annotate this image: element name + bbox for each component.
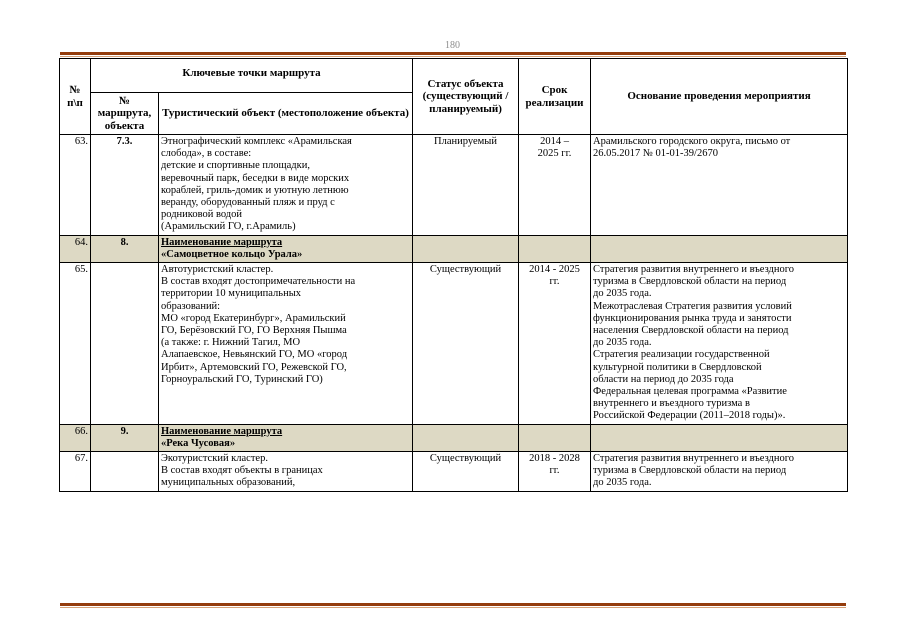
route-number: 9. [91, 424, 159, 451]
table-row [60, 452, 848, 492]
object-cell-line: В состав входят достопримечательности на [161, 276, 356, 288]
top-divider [60, 52, 846, 57]
basis-cell [591, 452, 848, 492]
object-cell-line: кораблей, гриль-домик и уютную летнюю [161, 184, 349, 196]
row-number: 63. [60, 135, 91, 236]
basis-cell-line: Стратегия развития внутреннего и въездного [593, 264, 795, 276]
object-cell-line: родниковой водой [161, 209, 243, 221]
object-cell-line: Автотуристский кластер. [161, 264, 274, 276]
basis-cell [591, 263, 848, 425]
row-number: 65. [60, 263, 91, 425]
term-cell-line: 2014 - 2025 [529, 264, 580, 276]
route-name-label: Наименование маршрута [161, 425, 283, 437]
object-cell-line: муниципальных образований, [161, 477, 296, 489]
object-cell-line: В состав входят объекты в границах [161, 465, 323, 477]
basis-cell-line: области на период до 2035 года [593, 373, 734, 385]
object-cell-line: детские и спортивные площадки, [161, 160, 310, 172]
status-cell: Существующий [413, 452, 519, 492]
basis-cell-line: Российской Федерации (2011–2018 годы)». [593, 410, 786, 422]
term-cell [519, 135, 591, 236]
route-number: 8. [91, 235, 159, 262]
basis-cell-line: до 2035 года. [593, 337, 652, 349]
object-cell-line: слобода», в составе: [161, 148, 252, 160]
term-cell [519, 235, 591, 262]
term-cell-line: гг. [549, 465, 560, 477]
route-number: 7.3. [91, 135, 159, 236]
header-num: № п\п [60, 59, 91, 135]
header-route-no: № маршрута, объекта [91, 93, 159, 135]
status-cell [413, 235, 519, 262]
row-number: 64. [60, 235, 91, 262]
route-name-label: Наименование маршрута [161, 236, 283, 248]
route-name: «Река Чусовая» [161, 437, 236, 449]
bottom-divider [60, 603, 846, 608]
basis-cell [591, 135, 848, 236]
table-row [60, 424, 848, 451]
status-cell: Существующий [413, 263, 519, 425]
basis-cell-line: функционирования рынка труда и занятости [593, 312, 792, 324]
basis-cell-line: до 2035 года. [593, 288, 652, 300]
object-cell-line: (а также: г. Нижний Тагил, МО [161, 337, 301, 349]
object-cell [159, 263, 413, 425]
term-cell-line: 2025 гг. [537, 148, 572, 160]
object-cell [159, 135, 413, 236]
route-number [91, 452, 159, 492]
basis-cell-line: Межотраслевая Стратегия развития условий [593, 300, 792, 312]
basis-cell-line: туризма в Свердловской области на период [593, 276, 787, 288]
basis-cell-line: 26.05.2017 № 01-01-39/2670 [593, 148, 718, 160]
basis-cell-line: культурной политики в Свердловской [593, 361, 762, 373]
basis-cell-line: населения Свердловской области на период [593, 325, 789, 337]
object-cell-line: Алапаевское, Невьянский ГО, МО «город [161, 349, 348, 361]
route-name: «Самоцветное кольцо Урала» [161, 248, 303, 260]
header-object: Туристический объект (местоположение объекта) [159, 93, 413, 135]
basis-cell-line: до 2035 года. [593, 477, 652, 489]
object-cell-line: веревочный парк, беседки в виде морских [161, 172, 350, 184]
basis-cell-line: внутреннего и въездного туризма в [593, 398, 750, 410]
table-row [60, 263, 848, 425]
term-cell [519, 424, 591, 451]
basis-cell-line: туризма в Свердловской области на период [593, 465, 787, 477]
basis-cell [591, 424, 848, 451]
routes-table [59, 58, 848, 492]
header-status: Статус объекта (существующий / планируемый) [413, 59, 519, 135]
basis-cell [591, 235, 848, 262]
term-cell [519, 452, 591, 492]
object-cell-line: ГО, Берёзовский ГО, ГО Верхняя Пышма [161, 325, 347, 337]
route-name-cell [159, 424, 413, 451]
route-name-cell [159, 235, 413, 262]
page-number: 180 [445, 40, 460, 51]
object-cell-line: образований: [161, 300, 221, 312]
status-cell [413, 424, 519, 451]
table-body [60, 135, 848, 492]
object-cell-line: Горноуральский ГО, Туринский ГО) [161, 373, 323, 385]
object-cell-line: Этнографический комплекс «Арамильская [161, 136, 352, 147]
table-row [60, 235, 848, 262]
basis-cell-line: Федеральная целевая программа «Развитие [593, 386, 787, 398]
object-cell [159, 452, 413, 492]
term-cell-line: 2018 - 2028 [529, 453, 580, 465]
object-cell-line: территории 10 муниципальных [161, 288, 302, 300]
header-key-points: Ключевые точки маршрута [91, 59, 413, 93]
object-cell-line: МО «город Екатеринбург», Арамильский [161, 312, 346, 324]
basis-cell-line: Стратегия реализации государственной [593, 349, 770, 361]
object-cell-line: Ирбит», Артемовский ГО, Режевской ГО, [161, 361, 347, 373]
object-cell-line: (Арамильский ГО, г.Арамиль) [161, 221, 296, 233]
term-cell-line: гг. [549, 276, 560, 288]
term-cell-line: 2014 – [540, 136, 569, 147]
table-row [60, 135, 848, 236]
basis-cell-line: Стратегия развития внутреннего и въездного [593, 453, 795, 465]
header-term: Срок реализации [519, 59, 591, 135]
object-cell-line: веранду, оборудованный пляж и пруд с [161, 197, 335, 209]
status-cell: Планируемый [413, 135, 519, 236]
object-cell-line: Экотуристский кластер. [161, 453, 268, 465]
row-number: 67. [60, 452, 91, 492]
row-number: 66. [60, 424, 91, 451]
basis-cell-line: Арамильского городского округа, письмо от [593, 136, 791, 147]
route-number [91, 263, 159, 425]
term-cell [519, 263, 591, 425]
header-basis: Основание проведения мероприятия [591, 59, 848, 135]
